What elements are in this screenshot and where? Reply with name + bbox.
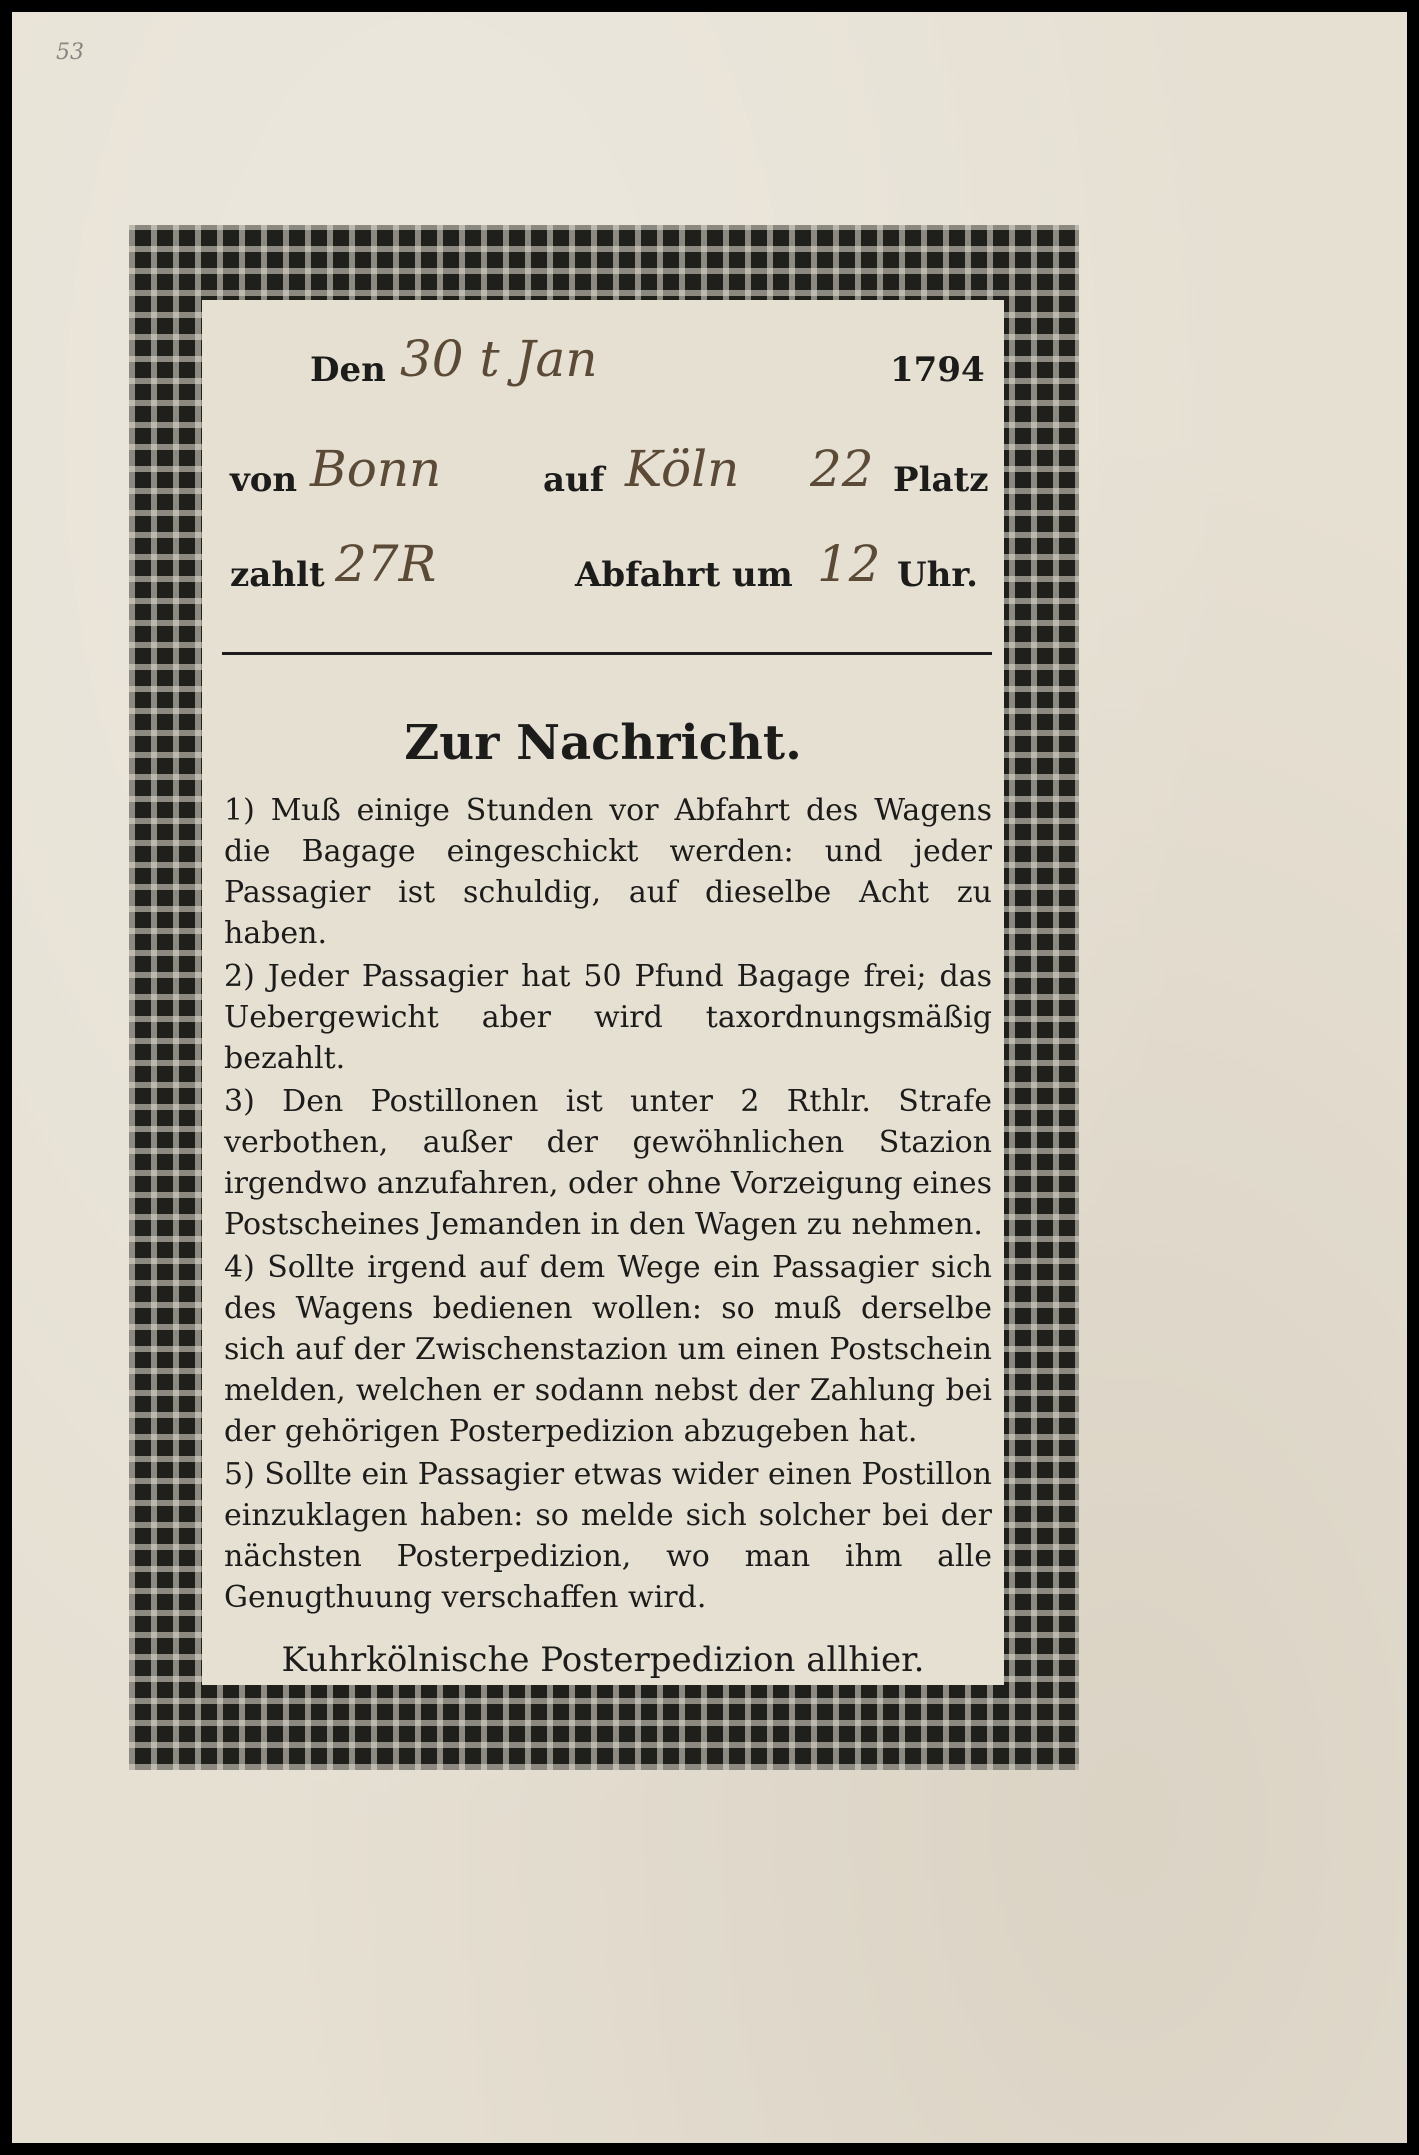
date-handwritten: 30 t Jan — [400, 330, 598, 388]
notice-paragraph-4: 4) Sollte irgend auf dem Wege ein Passagier sich des Wagens bedienen wollen: so muß derselbe sich auf der Zwischenstazion um einen Postschein melden, welchen er sodann nebst der Zahlung bei der gehörigen Posterpedizion abzugeben hat. — [224, 1250, 992, 1449]
destination-handwritten: Köln — [625, 440, 740, 498]
fare-handwritten: 27R — [335, 535, 437, 593]
notice-title: Zur Nachricht. — [404, 715, 802, 771]
den-label: Den — [310, 350, 386, 390]
time-handwritten: 12 — [817, 535, 881, 593]
notice-paragraph-1: 1) Muß einige Stunden vor Abfahrt des Wagens die Bagage eingeschickt werden: und jeder Passagier ist schuldig, auf dieselbe Acht zu haben. — [224, 793, 992, 951]
zahlt-label: zahlt — [230, 555, 325, 595]
notice-paragraph-3: 3) Den Postillonen ist unter 2 Rthlr. Strafe verbothen, außer der gewöhnlichen Stazion irgendwo anzufahren, oder ohne Vorzeigung eines Postscheines Jemanden in den Wagen zu nehmen. — [224, 1084, 992, 1242]
year: 1794 — [890, 350, 985, 390]
divider-rule — [222, 652, 992, 655]
notice-paragraph-2: 2) Jeder Passagier hat 50 Pfund Bagage frei; das Uebergewicht aber wird taxordnungsmäßig bezahlt. — [224, 959, 992, 1076]
uhr-label: Uhr. — [897, 555, 978, 595]
notice-body — [224, 790, 992, 1620]
archive-number: 53 — [56, 40, 84, 65]
origin-handwritten: Bonn — [310, 440, 442, 498]
fare-row — [225, 535, 990, 615]
route-row — [225, 440, 990, 520]
seat-handwritten: 22 — [810, 440, 874, 498]
date-row — [225, 330, 990, 410]
auf-label: auf — [543, 460, 605, 500]
notice-footer: Kuhrkölnische Posterpedizion allhier. — [281, 1640, 925, 1680]
abfahrt-label: Abfahrt um — [575, 555, 793, 595]
notice-paragraph-5: 5) Sollte ein Passagier etwas wider einen Postillon einzuklagen haben: so melde sich solcher bei der nächsten Posterpedizion, wo man ihm alle Genugthuung verschaffen wird. — [224, 1457, 992, 1615]
platz-label: Platz — [893, 460, 989, 500]
von-label: von — [230, 460, 298, 500]
